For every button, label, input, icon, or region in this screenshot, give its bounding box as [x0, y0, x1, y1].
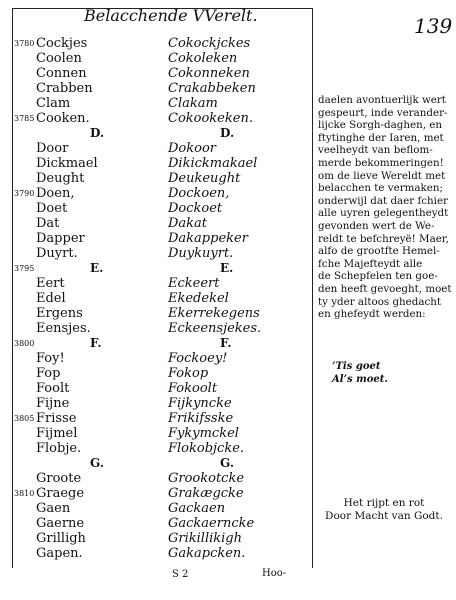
line-number — [14, 456, 36, 471]
paragraph-line: en ghefeydt werden: — [318, 308, 426, 321]
infixed-word: Duykuyrt. — [168, 246, 234, 261]
section-letter: G. — [220, 456, 234, 470]
left-rule — [12, 8, 13, 568]
page-number: 139 — [414, 14, 453, 38]
side-quote — [332, 360, 388, 386]
paragraph-line: om de lieve Wereldt met — [318, 169, 446, 182]
infixed-word: Fockoey! — [168, 351, 228, 366]
section-letter: E. — [220, 261, 234, 275]
line-number — [14, 351, 36, 366]
plain-word: Fop — [36, 366, 61, 381]
plain-word: Eert — [36, 276, 65, 291]
infixed-word: Eckeensjekes. — [168, 321, 262, 336]
line-number — [14, 246, 36, 261]
line-number — [14, 366, 36, 381]
line-number — [14, 381, 36, 396]
plain-word: Frisse — [36, 411, 77, 426]
line-number — [14, 441, 36, 456]
motto-line: Het rijpt en rot — [343, 497, 425, 509]
line-number: 3805 — [14, 414, 35, 423]
line-number — [14, 321, 36, 336]
infixed-word: Gackaen — [168, 501, 226, 516]
line-number — [14, 141, 36, 156]
paragraph-line: ty yder altoos ghedacht — [318, 295, 442, 308]
line-number — [14, 231, 36, 246]
paragraph-line: reldt te befchreyë! Maer, — [318, 232, 449, 245]
infixed-word: Dokoor — [168, 141, 216, 156]
paragraph-line: alle uyren gelegentheydt — [318, 207, 449, 220]
plain-word: Clam — [36, 96, 71, 111]
infixed-word: Frikifsske — [168, 411, 234, 426]
line-number: 3800 — [14, 339, 35, 348]
line-number — [14, 306, 36, 321]
line-number — [14, 156, 36, 171]
paragraph-line: lijcke Sorgh-daghen, en — [318, 119, 442, 132]
quote-line: ’Tis goet — [332, 361, 381, 372]
plain-word: Dat — [36, 216, 60, 231]
paragraph-line: alfo de grootfte Hemel- — [318, 245, 440, 258]
word-column-plain — [36, 36, 156, 561]
plain-word: Deught — [36, 171, 85, 186]
infixed-word: Dockoen, — [168, 186, 230, 201]
plain-word: Connen — [36, 66, 87, 81]
side-paragraph — [318, 94, 452, 321]
infixed-word: Gakapcken. — [168, 546, 246, 561]
section-letter: E. — [90, 261, 104, 275]
infixed-word: Fykymckel — [168, 426, 239, 441]
section-letter: D. — [90, 126, 105, 140]
line-number — [14, 501, 36, 516]
line-number — [14, 396, 36, 411]
plain-word: Crabben — [36, 81, 93, 96]
section-letter: F. — [220, 336, 232, 350]
line-number — [14, 171, 36, 186]
word-column-infixed — [168, 36, 308, 561]
plain-word: Gapen. — [36, 546, 83, 561]
plain-word: Dickmael — [36, 156, 98, 171]
infixed-word: Dikickmakael — [168, 156, 258, 171]
paragraph-line: onderwijl dat daer fchier — [318, 194, 448, 207]
infixed-word: Cokookeken. — [168, 111, 253, 126]
line-number: 3795 — [14, 264, 35, 273]
paragraph-line: belacchen te vermaken; — [318, 182, 443, 195]
plain-word: Ergens — [36, 306, 83, 321]
plain-word: Coolen — [36, 51, 82, 66]
line-number — [14, 291, 36, 306]
infixed-word: Deukeught — [168, 171, 241, 186]
infixed-word: Grikillikigh — [168, 531, 242, 546]
line-number — [14, 81, 36, 96]
motto-line: Door Macht van Godt. — [325, 509, 443, 522]
line-number — [14, 126, 36, 141]
infixed-word: Fijkyncke — [168, 396, 232, 411]
paragraph-line: merde bekommeringen! — [318, 156, 444, 169]
plain-word: Doet — [36, 201, 68, 216]
plain-word: Cooken. — [36, 111, 90, 126]
plain-word: Groote — [36, 471, 82, 486]
line-number — [14, 426, 36, 441]
running-title: Belacchende VVerelt. — [84, 6, 258, 25]
line-number: 3810 — [14, 489, 35, 498]
infixed-word: Fokoolt — [168, 381, 218, 396]
column-rule — [312, 8, 313, 568]
plain-word: Eensjes. — [36, 321, 91, 336]
side-motto — [318, 497, 450, 522]
line-number — [14, 201, 36, 216]
infixed-word: Ekedekel — [168, 291, 229, 306]
plain-word: Cockjes — [36, 36, 88, 51]
section-letter: G. — [90, 456, 104, 470]
section-letter: D. — [220, 126, 235, 140]
plain-word: Gaerne — [36, 516, 85, 531]
plain-word: Foolt — [36, 381, 70, 396]
paragraph-line: gespeurt, inde verander- — [318, 106, 448, 119]
infixed-word: Ekerrekegens — [168, 306, 260, 321]
infixed-word: Fokop — [168, 366, 209, 381]
line-number — [14, 96, 36, 111]
infixed-word: Eckeert — [168, 276, 220, 291]
line-number — [14, 216, 36, 231]
plain-word: Flobje. — [36, 441, 82, 456]
infixed-word: Dockoet — [168, 201, 223, 216]
line-number: 3790 — [14, 189, 35, 198]
paragraph-line: veelheydt van beflom- — [318, 144, 433, 157]
plain-word: Edel — [36, 291, 66, 306]
plain-word: Graege — [36, 486, 85, 501]
plain-word: Duyrt. — [36, 246, 78, 261]
infixed-word: Grookotcke — [168, 471, 245, 486]
infixed-word: Cokonneken — [168, 66, 250, 81]
line-number — [14, 471, 36, 486]
plain-word: Doen, — [36, 186, 75, 201]
infixed-word: Clakam — [168, 96, 218, 111]
line-number: 3785 — [14, 114, 35, 123]
signature-mark: S 2 — [172, 569, 189, 580]
catchword: Hoo- — [262, 568, 287, 579]
infixed-word: Flokobjcke. — [168, 441, 245, 456]
paragraph-line: den heeft gevoeght, moet — [318, 282, 452, 295]
infixed-word: Gackaerncke — [168, 516, 255, 531]
paragraph-line: ftytinghe der Iaren, met — [318, 131, 444, 144]
paragraph-line: de Schepfelen ten goe- — [318, 270, 438, 283]
plain-word: Dapper — [36, 231, 85, 246]
line-number — [14, 546, 36, 561]
line-number — [14, 531, 36, 546]
line-number: 3780 — [14, 39, 35, 48]
line-number — [14, 516, 36, 531]
plain-word: Fijmel — [36, 426, 78, 441]
plain-word: Fijne — [36, 396, 70, 411]
line-number — [14, 66, 36, 81]
section-letter: F. — [90, 336, 102, 350]
infixed-word: Dakat — [168, 216, 208, 231]
plain-word: Gaen — [36, 501, 71, 516]
infixed-word: Cokockjckes — [168, 36, 251, 51]
quote-line: Al’s moet. — [332, 374, 388, 385]
line-number-column — [14, 36, 36, 561]
plain-word: Door — [36, 141, 69, 156]
paragraph-line: gevonden wert de We- — [318, 219, 435, 232]
infixed-word: Dakappeker — [168, 231, 248, 246]
line-number — [14, 276, 36, 291]
plain-word: Foy! — [36, 351, 65, 366]
infixed-word: Cokoleken — [168, 51, 238, 66]
plain-word: Grilligh — [36, 531, 86, 546]
infixed-word: Grakægcke — [168, 486, 244, 501]
paragraph-line: daelen avontuerlijk wert — [318, 94, 446, 106]
infixed-word: Crakabbeken — [168, 81, 256, 96]
paragraph-line: fche Majefteydt alle — [318, 257, 423, 270]
line-number — [14, 51, 36, 66]
